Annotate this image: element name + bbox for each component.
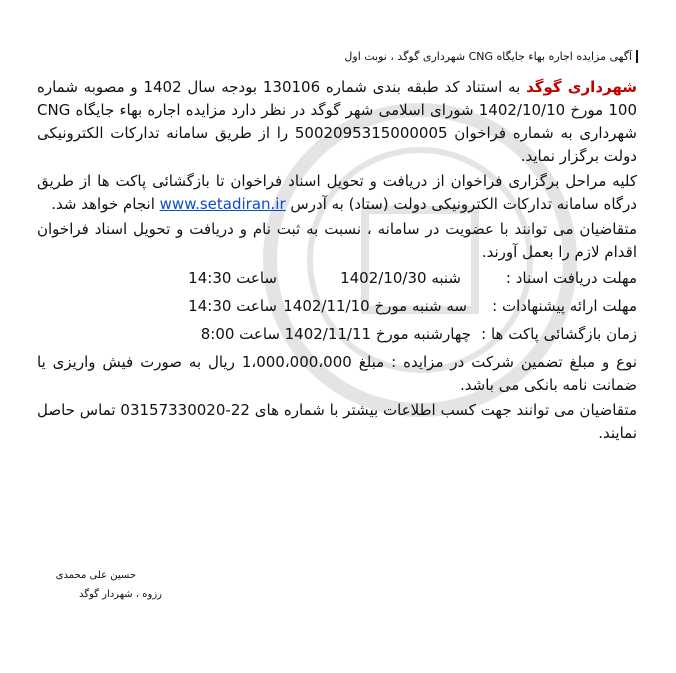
procedure-text: کلیه مراحل برگزاری فراخوان از دریافت و تحویل اسناد فراخوان تا بازگشائی پاکت ها از طریق درگاه سامانه تدارکات الکترونیکی دولت (ستاد) به آدرس [37, 172, 637, 213]
schedule-date: سه شنبه مورخ 1402/11/10 [283, 297, 467, 315]
registration-paragraph: متقاضیان می توانند با عضویت در سامانه ، نسبت به ثبت نام و دریافت و تحویل اسناد فراخوان اقدام لازم را بعمل آورند. [37, 220, 637, 261]
notice-body [37, 76, 637, 447]
organization-name: شهرداری گوگد [526, 78, 637, 96]
schedule-time: ساعت 14:30 [188, 269, 277, 287]
schedule-label: مهلت دریافت اسناد : [505, 269, 637, 287]
notice-heading: آگهی مزایده اجاره بهاء جایگاه CNG شهرداری گوگد ، نوبت اول [344, 50, 638, 63]
schedule-row [37, 323, 637, 347]
schedule-row [37, 267, 637, 291]
intro-text: به استناد کد طبقه بندی شماره 130106 بودجه سال 1402 و مصوبه شماره 100 مورخ 1402/10/10 شورای اسلامی شهر گوگد در نظر دارد مزایده اجاره بهاء جایگاه CNG شهرداری به شماره فراخوان 5002095315000005 را از طریق سامانه تدارکات الکترونیکی دولت برگزار نماید. [37, 78, 637, 165]
procedure-paragraph [37, 170, 637, 216]
schedule-time: ساعت 14:30 [188, 297, 277, 315]
schedule-date: شنبه 1402/10/30 [340, 269, 461, 287]
intro-paragraph [37, 76, 637, 168]
guarantee-paragraph: نوع و مبلغ تضمین شرکت در مزایده : مبلغ 1،000،000،000 ریال به صورت فیش واریزی یا ضمانت نامه بانکی می باشد. [37, 353, 637, 394]
schedule-time: ساعت 8:00 [200, 325, 280, 343]
schedule-label: مهلت ارائه پیشنهادات : [492, 297, 637, 315]
schedule-label: زمان بازگشائی پاکت ها : [481, 325, 637, 343]
schedule-date: چهارشنبه مورخ 1402/11/11 [284, 325, 471, 343]
schedule-row [37, 295, 637, 319]
procedure-text-end: انجام خواهد شد. [51, 195, 155, 213]
signer-name: حسین علی محمدی [55, 570, 136, 581]
contact-paragraph: متقاضیان می توانند جهت کسب اطلاعات بیشتر با شماره های 22-03157330020 تماس حاصل نمایند. [37, 401, 637, 442]
signer-title: رزوه ، شهردار گوگد [79, 589, 162, 600]
setadiran-link[interactable]: www.setadiran.ir [159, 195, 286, 213]
